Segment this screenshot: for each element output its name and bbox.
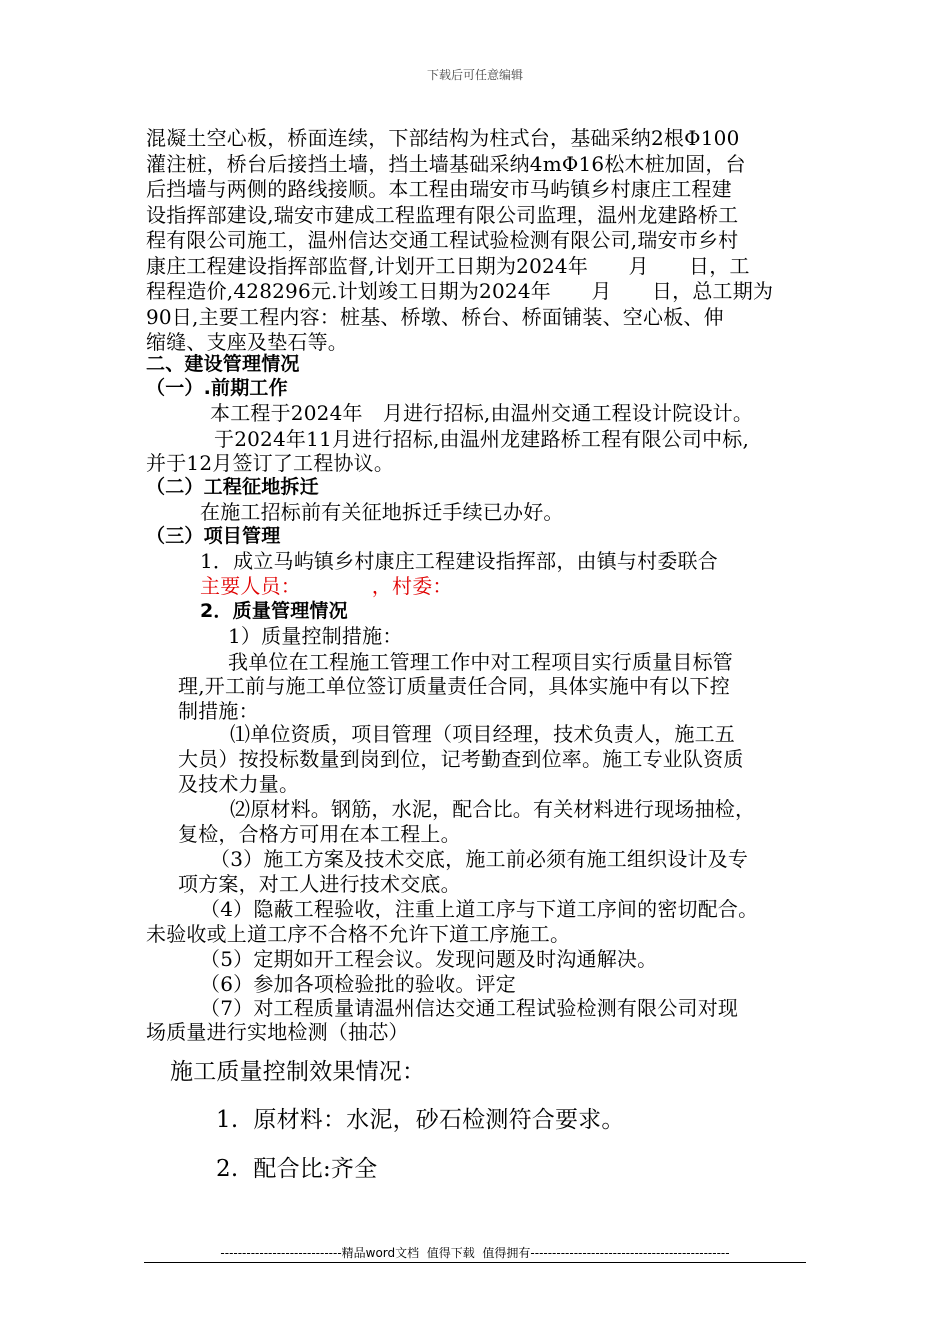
footer-rule <box>144 1262 806 1263</box>
body-line: 于2024年11月进行招标,由温州龙建路桥工程有限公司中标, <box>214 427 750 451</box>
page-header: 下载后可任意编辑 <box>426 68 523 82</box>
measure-line: （3）施工方案及技术交底，施工前必须有施工组织设计及专 <box>210 847 749 871</box>
measure-line: （4）隐蔽工程验收，注重上道工序与下道工序间的密切配合。 <box>200 897 759 921</box>
body-line: 1）质量控制措施： <box>228 624 403 648</box>
body-line: 程有限公司施工，温州信达交通工程试验检测有限公司,瑞安市乡村 <box>146 228 739 252</box>
section-heading: 二、建设管理情况 <box>146 353 300 375</box>
body-line: 理,开工前与施工单位签订质量责任合同，具体实施中有以下控 <box>178 674 730 698</box>
staff-line: 主要人员： ，村委： <box>200 574 453 598</box>
measure-line: 复检，合格方可用在本工程上。 <box>178 822 461 846</box>
item-heading: 2．质量管理情况 <box>200 600 348 622</box>
body-line: 混凝土空心板，桥面连续，下部结构为柱式台，基础采纳2根Φ100 <box>146 126 740 150</box>
subsection-heading: （一）.前期工作 <box>146 377 288 399</box>
measure-line: ⑴单位资质，项目管理（项目经理，技术负责人，施工五 <box>230 722 735 746</box>
page-footer: ----------------------------精品word文档 值得下载 值得拥有---------------------------------------------- <box>220 1246 730 1260</box>
measure-line: 场质量进行实地检测（抽芯） <box>146 1020 409 1044</box>
body-line: 90日,主要工程内容：桩基、桥墩、桥台、桥面铺装、空心板、伸 <box>146 305 724 329</box>
measure-line: 未验收或上道工序不合格不允许下道工序施工。 <box>146 922 571 946</box>
subsection-heading: （二）工程征地拆迁 <box>146 476 319 498</box>
body-line: 本工程于2024年 月进行招标,由温州交通工程设计院设计。 <box>210 401 754 425</box>
measure-line: （5）定期如开工程会议。发现问题及时沟通解决。 <box>200 947 658 971</box>
measure-line: 项方案，对工人进行技术交底。 <box>178 872 461 896</box>
body-line: 1．成立马屿镇乡村康庄工程建设指挥部，由镇与村委联合 <box>200 549 718 573</box>
body-line: 缩缝、支座及垫石等。 <box>146 330 348 354</box>
body-line: 我单位在工程施工管理工作中对工程项目实行质量目标管 <box>228 650 733 674</box>
body-line: 制措施： <box>178 699 259 723</box>
body-line: 后挡墙与两侧的路线接顺。本工程由瑞安市马屿镇乡村康庄工程建 <box>146 177 732 201</box>
subsection-heading: （三）项目管理 <box>146 525 281 547</box>
body-line: 在施工招标前有关征地拆迁手续已办好。 <box>200 500 564 524</box>
body-line: 康庄工程建设指挥部监督,计划开工日期为2024年 月 日，工 <box>146 254 750 278</box>
measure-line: （6）参加各项检验批的验收。评定 <box>200 972 516 996</box>
measure-line: 及技术力量。 <box>178 772 300 796</box>
body-line: 并于12月签订了工程协议。 <box>146 451 395 475</box>
effect-item: 1. 原材料：水泥，砂石检测符合要求。 <box>216 1107 625 1133</box>
body-line: 灌注桩，桥台后接挡土墙，挡土墙基础采纳4mΦ16松木桩加固，台 <box>146 152 746 176</box>
body-line: 程程造价,428296元.计划竣工日期为2024年 月 日，总工期为 <box>146 279 774 303</box>
measure-line: （7）对工程质量请温州信达交通工程试验检测有限公司对现 <box>200 996 739 1020</box>
measure-line: ⑵原材料。钢筋，水泥，配合比。有关材料进行现场抽检， <box>230 797 756 821</box>
measure-line: 大员）按投标数量到岗到位，记考勤查到位率。施工专业队资质 <box>178 747 744 771</box>
body-line: 设指挥部建设,瑞安市建成工程监理有限公司监理，温州龙建路桥工 <box>146 203 739 227</box>
effect-item: 2. 配合比:齐全 <box>216 1156 378 1182</box>
effect-heading: 施工质量控制效果情况： <box>170 1059 426 1085</box>
